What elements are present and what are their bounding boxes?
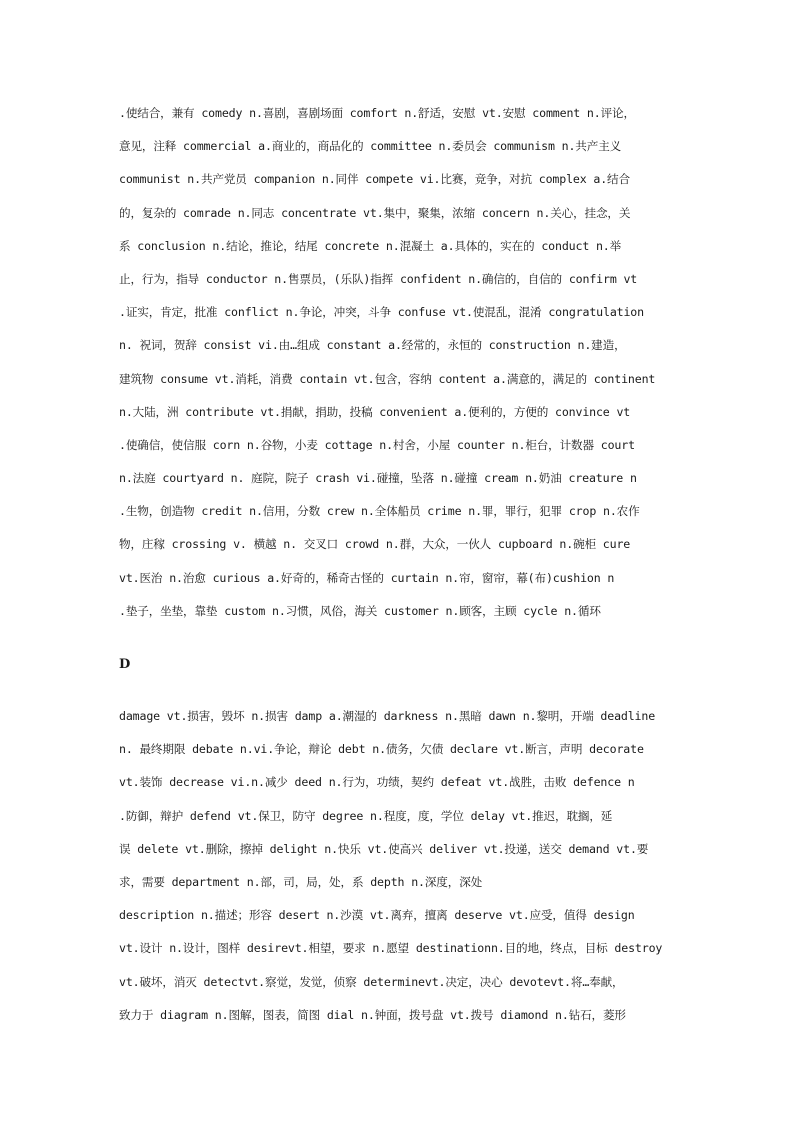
text-line: 误 delete vt.删除，擦掉 delight n.快乐 vt.使高兴 deliver vt.投递，送交 demand vt.要 xyxy=(119,841,649,856)
text-line: 致力于 diagram n.图解，图表，简图 dial n.钟面，拨号盘 vt.拨号 diamond n.钻石，菱形 xyxy=(119,1007,626,1022)
text-line: .生物，创造物 credit n.信用，分数 crew n.全体船员 crime n.罪，罪行，犯罪 crop n.农作 xyxy=(119,504,640,519)
text-line: 物，庄稼 crossing v. 横越 n. 交叉口 crowd n.群，大众，一伙人 cupboard n.碗柜 cure xyxy=(119,537,631,552)
section-c-text xyxy=(119,97,704,628)
text-line: 意见，注释 commercial a.商业的，商品化的 committee n.委员会 communism n.共产主义 xyxy=(119,139,622,154)
text-line: 系 conclusion n.结论，推论，结尾 concrete n.混凝土 a.具体的，实在的 conduct n.举 xyxy=(119,238,622,253)
text-line: vt.设计 n.设计，图样 desirevt.相望，要求 n.愿望 destinationn.目的地，终点，目标 destroy xyxy=(119,941,663,956)
text-line: description n.描述；形容 desert n.沙漠 vt.离弃，擅离 deserve vt.应受，值得 design xyxy=(119,908,635,923)
text-line: n. 最终期限 debate n.vi.争论，辩论 debt n.债务，欠债 declare vt.断言，声明 decorate xyxy=(119,742,644,757)
text-line: damage vt.损害，毁坏 n.损害 damp a.潮湿的 darkness n.黑暗 dawn n.黎明，开端 deadline xyxy=(119,709,656,723)
section-d-heading: D xyxy=(119,657,131,672)
text-line: vt.破坏，消灭 detectvt.察觉，发觉，侦察 determinevt.决定，决心 devotevt.将…奉献， xyxy=(119,974,624,989)
text-line: .使结合，兼有 comedy n.喜剧，喜剧场面 comfort n.舒适，安慰 vt.安慰 comment n.评论， xyxy=(119,106,635,120)
text-line: vt.装饰 decrease vi.n.减少 deed n.行为，功绩，契约 defeat vt.战胜，击败 defence n xyxy=(119,775,635,790)
text-line: 求，需要 department n.部，司，局，处，系 depth n.深度，深处 xyxy=(119,874,483,889)
text-line: .证实，肯定，批准 conflict n.争论，冲突，斗争 confuse vt.使混乱，混淆 congratulation xyxy=(119,305,644,320)
text-line: .垫子，坐垫，靠垫 custom n.习惯，风俗，海关 customer n.顾客，主顾 cycle n.循环 xyxy=(119,603,601,618)
text-line: n.法庭 courtyard n. 庭院，院子 crash vi.碰撞，坠落 n.碰撞 cream n.奶油 creature n xyxy=(119,471,637,486)
text-line: n.大陆，洲 contribute vt.捐献，捐助，投稿 convenient a.便利的，方便的 convince vt xyxy=(119,404,631,419)
text-line: communist n.共产党员 companion n.同伴 compete vi.比赛，竞争，对抗 complex a.结合 xyxy=(119,172,630,187)
text-line: .使确信，使信服 corn n.谷物，小麦 cottage n.村舍，小屋 counter n.柜台，计数器 court xyxy=(119,437,635,452)
text-line: .防御，辩护 defend vt.保卫，防守 degree n.程度，度，学位 delay vt.推迟，耽搁，延 xyxy=(119,808,613,823)
text-line: vt.医治 n.治愈 curious a.好奇的，稀奇古怪的 curtain n.帘，窗帘，幕(布)cushion n xyxy=(119,570,615,585)
text-line: n. 祝词，贺辞 consist vi.由…组成 constant a.经常的，永恒的 construction n.建造， xyxy=(119,338,626,353)
text-line: 止，行为，指导 conductor n.售票员，(乐队)指挥 confident n.确信的，自信的 confirm vt xyxy=(119,271,638,286)
section-d-text xyxy=(119,700,704,1032)
text-line: 建筑物 consume vt.消耗，消费 contain vt.包含，容纳 content a.满意的，满足的 continent xyxy=(119,371,656,386)
text-line: 的，复杂的 comrade n.同志 concentrate vt.集中，聚集，浓缩 concern n.关心，挂念，关 xyxy=(119,205,631,220)
